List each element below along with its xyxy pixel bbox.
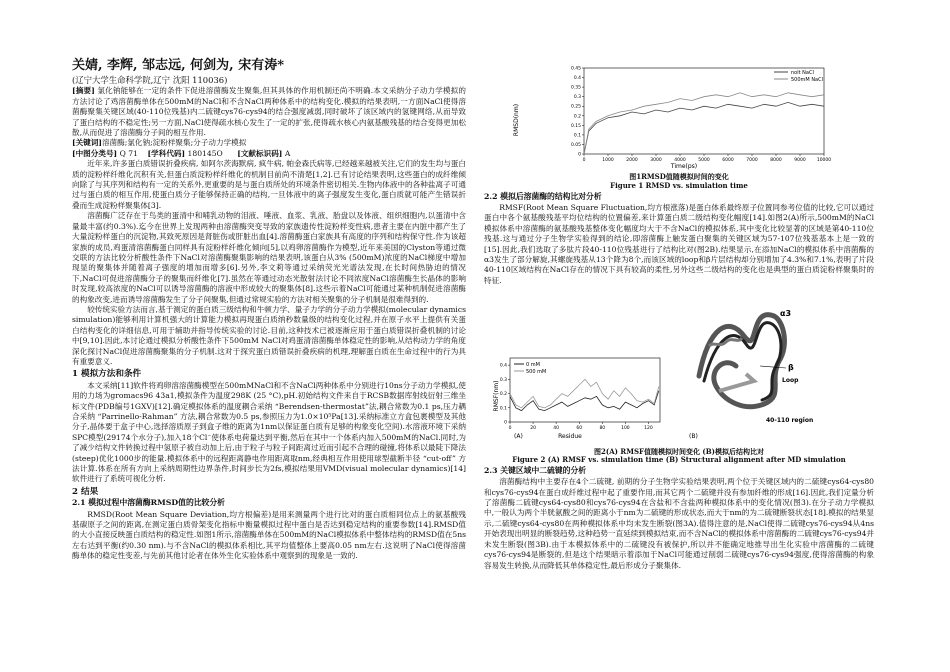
figure-2-xtick-label-2: 40 bbox=[553, 426, 560, 432]
intro-paragraph-1: 近年来,许多蛋白质错误折叠疾病, 如阿尔茨海默病, 疯牛病, 帕金森氏病等,已经越来越被关注,它们的发生均与蛋白质的淀粉样纤维化沉积有关,但蛋白质淀粉样纤维化的机制目前尚不清楚[1,2].已有讨论结果表明,这些蛋白的成纤维倾向除了与其序列和结构有一定的关系外,更重要的是与蛋白质所处的环境条件密切相关.生物内体液中的各种盐离子可通过与蛋白质的相互作用,使蛋白质分子能够保持正确的结构,一旦体液中的离子强度发生变化,蛋白质就可能产生错误折叠而生成淀粉样聚集体[3]. bbox=[72, 159, 466, 210]
figure-2 bbox=[484, 286, 874, 465]
figure-1-xtick-label-7: 7000 bbox=[746, 158, 758, 163]
figure-2-ylabel: RMSF(nm) bbox=[493, 380, 500, 412]
section-1-heading: 1 模拟方法和条件 bbox=[72, 369, 142, 380]
figure-1-xtick-label-3: 3000 bbox=[650, 158, 662, 163]
figure-1-xtick-label-9: 9000 bbox=[794, 158, 806, 163]
figure-1-caption-cn: 图1RMSD值随模拟时间的变化 bbox=[629, 172, 729, 182]
right-column bbox=[484, 60, 874, 571]
figure-1-xtick-label-4: 4000 bbox=[674, 158, 686, 163]
figure-2-ytick-label-2: 0.2 bbox=[499, 392, 507, 398]
figure-2-xtick-label-1: 20 bbox=[530, 426, 536, 432]
subject-value: 180145O bbox=[187, 148, 223, 158]
doc-label: [文献标识码] bbox=[237, 148, 283, 158]
abstract bbox=[72, 86, 466, 138]
figure-1-ytick-label-5: 0.25 bbox=[570, 104, 581, 110]
figure-2-ytick-label-0: 0 bbox=[504, 420, 507, 426]
section-2-heading: 2 结果 bbox=[72, 486, 99, 497]
figure-2-ytick-label-1: 0.1 bbox=[499, 406, 507, 412]
classification bbox=[72, 149, 466, 159]
figure-1-ytick-label-3: 0.15 bbox=[570, 123, 581, 129]
section-2-3-text: 溶菌酶结构中主要存在4个二硫键, 前期的分子生物学实验结果表明,两个位于关键区域内的二硫键cys64-cys80和cys76-cys94在蛋白成纤维过程中起了重要作用,而其它两个二硫键并没有参加纤维的形成[16].因此,我们定量分析了溶菌酶二硫键cys64-cys80和cys76-cys94在含盐和不含盐两种模拟体系中的变化情况(图3).在分子动力学模拟中,一般认为两个半胱氨酸之间的距离小于nm为二硫键的形成状态,而大于nm的为二硫键断裂状态[18].模拟的结果显示,二硫键cys64-cys80在两种模拟体系中均未发生断裂(图3A).值得注意的是,NaCl使得二硫键cys76-cys94从4ns开始表现出明显的断裂趋势,这种趋势一直延续到模拟结束,而不含NaCl的模拟体系中溶菌酶的二硫键cys76-cys94并未发生断裂(图3B).由于本模拟体系中的二硫键没有被保护,所以并不能确定地推导出生化实验中溶菌酶的二硫键cys76-cys94是断裂的,但是这个结果暗示着添加于NaCl可能通过削弱二硫键cys76-cys94强度,使得溶菌酶的构象容易发生转换,从而降低其单体稳定性,最后形成分子聚集体. bbox=[484, 477, 874, 570]
figure-2-chart bbox=[484, 286, 874, 444]
figure-1-legend-2: 500mM NaCl bbox=[791, 77, 824, 83]
keywords-text: 溶菌酶;氯化钠;淀粉样聚集;分子动力学模拟 bbox=[101, 138, 247, 148]
section-2-3-heading: 2.3 关键区域中二硫键的分析 bbox=[484, 465, 587, 475]
figure-1-xtick-label-5: 5000 bbox=[698, 158, 710, 163]
figure-1-xtick-label-0: 0 bbox=[582, 158, 586, 163]
figure-2-legend-2: 500 mM bbox=[526, 369, 547, 376]
keywords-label: [关键词] bbox=[72, 138, 102, 148]
figure-1-ytick-label-9: 0.45 bbox=[570, 66, 581, 72]
figure-1-ytick-label-8: 0.4 bbox=[573, 76, 581, 82]
section-2-1-text: RMSD(Root Mean Square Deviation,均方根偏差)是用来测量两个进行比对的蛋白质相同位点上的氨基酸残基碳原子之间的距离,在测定蛋白质骨架变化指标中衡量模拟过程中蛋白是否达到稳定结构的重要参数[14].RMSD值的大小直接反映蛋白质结构的稳定性.如图1所示,溶菌酶单体在500mM的NaCl模拟体系中整体结构的RMSD值在5ns左右达到平衡(约0.30 nm).与不含NaCl的模拟体系相比,其平均值整体上要高0.05 nm左右.这说明了NaCl使得溶菌酶单体的稳定性变差,与先前其他讨论者在体外生化实验体系中观察到的现象是一致的. bbox=[72, 509, 466, 561]
figure-1 bbox=[484, 60, 874, 191]
figure-1-xtick-label-2: 2000 bbox=[626, 158, 638, 163]
figure-2-xtick-label-3: 60 bbox=[576, 426, 583, 432]
class-value: Q 71 bbox=[119, 148, 138, 158]
figure-1-chart bbox=[484, 60, 874, 170]
figure-2-xtick-label-4: 80 bbox=[599, 426, 606, 432]
figure-2-series-2-line bbox=[510, 380, 659, 409]
section-2-2-text: RMSF(Root Mean Square Fluctuation,均方根涨落)是蛋白体系最终原子位置同参考位值的比较,它可以通过蛋白中各个氨基酸残基平均位结构的位置偏差,来计算蛋白质二级结构变化幅度[14].如图2(A)所示,500mM的NaCl模拟体系中溶菌酶的氨基酸残基整体变化幅度均大于不含NaCl的模拟体系,其中变化比较显著的区域是第40-110位残基.这与通过分子生物学实验得到的结论,即溶菌酶上触发蛋白聚集的关键区域为57-107位残基基本上是一致的[15].因此,我们选取了多肽片段40-110位残基进行了结构比对(图2B).结果显示,在添加NaCl的模拟体系中溶菌酶的α3发生了部分解旋,其螺旋残基从13个降为8个,而该区域的loop和β片层结构却分别增加了4.3%和7.1%,表明了片段40-110区域结构在NaCl存在的情况下具有较高的柔性,另外这些二级结构的变化也是典型的蛋白质淀粉样聚集时的特征. bbox=[484, 203, 874, 285]
figure-2-panel-b: (B) bbox=[689, 433, 698, 441]
label-alpha3: α3 bbox=[780, 309, 792, 319]
authors: 关婧, 李辉, 邹志远, 何剑为, 宋有涛* bbox=[72, 58, 285, 73]
figure-2-legend-1: 0 mM bbox=[526, 362, 540, 369]
figure-2-xtick-label-6: 120 bbox=[644, 426, 653, 432]
protein-structure-image bbox=[689, 288, 799, 418]
figure-1-ytick-label-1: 0.05 bbox=[570, 142, 581, 148]
figure-1-ytick-label-7: 0.35 bbox=[570, 85, 581, 91]
figure-2-ytick-label-3: 0.3 bbox=[499, 378, 507, 384]
figure-2-xtick-label-5: 100 bbox=[621, 426, 630, 432]
abstract-text: 氯化钠能够在一定的条件下促进溶菌酶发生聚集,但其具体的作用机制还尚不明确.本文采纳分子动力学模拟的方法讨论了鸡溶菌酶单体在500mM的NaCl和不含NaCl两种体系中的结构变化.模拟的结果表明,一方面NaCl使得溶菌酶聚集关键区域(40-110位残基)内二硫键cys76-cys94的结合强度减弱,同时破坏了该区域内的氢键网络,从而导致了蛋白结构的不稳定性;另一方面,NaCl使得疏水核心发生了一定的扩张,使得疏水核心内氨基酸残基的结合变得更加松散,从而促进了溶菌酶分子间的相互作用. bbox=[72, 86, 466, 138]
figure-1-axes-frame bbox=[584, 68, 824, 154]
figure-1-ytick-label-0: 0 bbox=[578, 152, 581, 158]
label-beta: β bbox=[788, 363, 794, 373]
figure-1-ylabel: RMSD(nm) bbox=[513, 103, 520, 137]
section-2-1-heading: 2.1 模拟过程中溶菌酶RMSD值的比较分析 bbox=[72, 498, 225, 508]
class-label: [中图分类号] bbox=[72, 148, 118, 158]
figure-1-ytick-label-4: 0.2 bbox=[573, 114, 581, 120]
subject-label: [学科代码] bbox=[147, 148, 186, 158]
figure-1-series-1-line bbox=[584, 102, 824, 154]
label-loop: Loop bbox=[782, 377, 799, 385]
figure-1-ytick-label-2: 0.1 bbox=[573, 133, 581, 139]
left-column bbox=[72, 58, 466, 562]
figure-1-xtick-label-6: 6000 bbox=[722, 158, 734, 163]
figure-1-caption-en: Figure 1 RMSD vs. simulation time bbox=[610, 181, 748, 190]
figure-2-panel-a: (A) bbox=[514, 433, 523, 441]
figure-2-caption-cn: 图2(A) RMSF值随模拟时间变化 (B)模拟后结构比对 bbox=[594, 446, 764, 456]
figure-2-xtick-label-0: 0 bbox=[508, 426, 512, 432]
figure-1-xtick-label-1: 1000 bbox=[602, 158, 614, 163]
figure-1-xtick-label-10: 10000 bbox=[816, 158, 832, 163]
figure-1-xtick-label-8: 8000 bbox=[770, 158, 782, 163]
section-1-text: 本文采纳[11]软件将鸡卵溶溶菌酶模型在500mMNaCl和不含NaCl两种体系中分别进行10ns分子动力学模拟,使用的力场为gromacs96 43a1,模拟条件为温度298K (25 °C),pH.初始结构文件来自于RCSB数据库射线衍射三维坐标文件(PDB编号1GXV)[12].确定模拟体系的温度耦合采纳 “Berendsen-thermostat”法,耦合常数为0.1 ps,压力耦合采纳 “Parrinello-Rahman” 方法,耦合常数为0.5 ps,参照压力为1.0×10⁵Pa[13].采纳标准立方盒包裹模型及其他分子,晶体要于盒子中心,选择溶质原子到盒子维的距离为1nm以保证蛋白质有足够的构象变化空间).水溶液环境下采纳SPC模型(29174个水分子),加入18个Cl⁻使体系电荷量达到平衡,然后在其中一个体系内加入500mM的NaCl.同时,为了减少结构文件转换过程中氢原子被自动加上后,由于粒子与粒子间距离过近而引起不合理的碰撞,将体系以最陡下降法(steep)优化1000步的能量.模拟体系中的远程距离静电作用距离取nm,经典相互作用使用球型截断半径 “cut-off” 方法计算.体系在所有方向上采纳周期性边界条件,时间步长为2fs,模拟结果用VMD(visual molecular dynamics)[14]软件进行了系统可视化分析. bbox=[72, 380, 466, 484]
figure-1-ytick-label-6: 0.3 bbox=[573, 95, 581, 101]
keywords bbox=[72, 138, 466, 148]
figure-2-caption-en: Figure 2 (A) RMSF vs. simulation time (B) Structural alignment after MD simulation bbox=[512, 455, 846, 465]
figure-2-xlabel: Residue bbox=[558, 433, 582, 441]
intro-paragraph-3: 较传统实验方法而言,基于测定的蛋白质三级结构和牛顿力学、量子力学的分子动力学模拟(molecular dynamics simulation)能够利用计算机强大的计算能力模拟再现蛋白质纳秒数量级的结构变化过程,并在原子水平上提供有关蛋白结构变化的详细信息,可用于辅助并指导传统实验的讨论.目前,这种技术已被逐渐应用于蛋白质错误折叠机制的讨论中[9,10].因此,本讨论通过模拟分析酸性条件下500mM NaCl对鸡蛋清溶菌酶单体稳定性的影响,从结构动力学的角度深化探讨NaCl促进溶菌酶聚集的分子机制.这对于探究蛋白质错误折叠疾病的机理,理解蛋白质在生命过程中的行为具有重要意义. bbox=[72, 304, 466, 366]
section-2-2-heading: 2.2 模拟后溶菌酶的结构比对分析 bbox=[484, 191, 602, 201]
doc-value: A bbox=[284, 148, 291, 158]
figure-1-series-2-line bbox=[584, 93, 824, 154]
figure-2-ytick-label-4: 0.4 bbox=[499, 363, 507, 369]
region-label: 40-110 region bbox=[766, 417, 814, 425]
abstract-label: [摘要] bbox=[72, 86, 95, 96]
figure-1-legend-1: nolt NaCl bbox=[791, 70, 814, 76]
intro-paragraph-2: 溶菌酶广泛存在于鸟类的蛋清中和哺乳动物的泪液、唾液、血浆、乳液、胎盘以及体液、组织细胞内,以蛋清中含量最丰富(约0.3%).迄今在世界上发现两种由溶菌酶突变导致的家族遗传性淀粉样变性病,患者主要在内脏中都产生了大量淀粉样蛋白的沉淀物,其致死原因是肾脏伤或肝脏出血[4].溶菌酶蛋白家族具有高度的序列和结构保守性.作为该超家族的成员,鸡蛋清溶菌酶蛋白同样具有淀粉样纤维化倾向[5],以鸡卵溶菌酶作为模型,近年来美国的Clyston等通过微交联的方法比较分析酸性条件下NaCl对溶菌酶聚集影响的结果表明,该蛋白从3% (500mM)浓度的NaCl梯度中增加现显的聚集体并随着离子强度的增加而增多[6].另外,李文莉等通过采纳荧光光谱法发现,在长时间热胁迫的情况下,NaCl可促进溶菌酶分子的聚集而纤维化[7].虽然在等通过动态光散射法讨论不同浓度NaCl溶菌酶生长晶体的影响时发现,较高浓度的NaCl可以诱导溶菌酶的溶液中形成较大的聚集体[8].这些示着NaCl可能通过某种机制促进溶菌酶的构象改变,进而诱导溶菌酶发生了分子间聚集,但通过常规实验的方法对相关聚集的分子机制是很难得到的. bbox=[72, 211, 466, 304]
figure-1-xlabel: Time(ps) bbox=[670, 163, 698, 170]
affiliation: (辽宁大学生命科学院,辽宁 沈阳 110036) bbox=[72, 75, 228, 85]
